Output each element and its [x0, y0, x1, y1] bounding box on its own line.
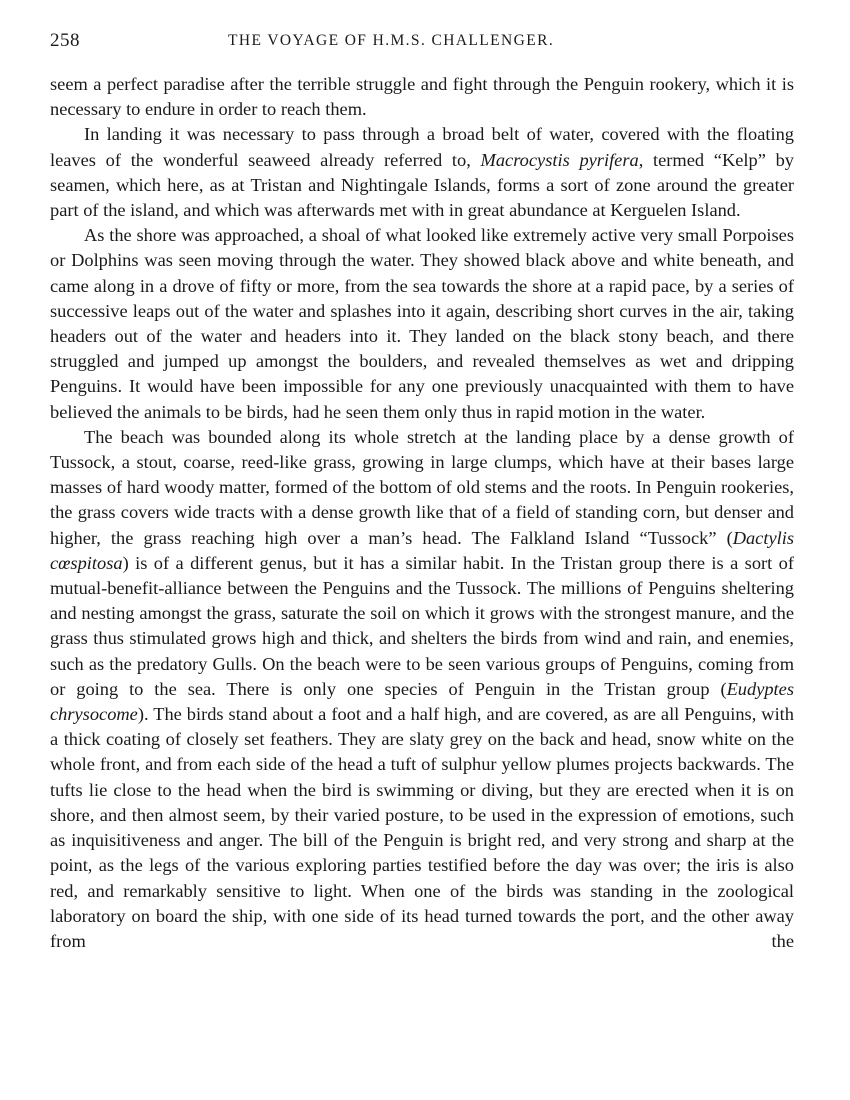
paragraph — [50, 425, 794, 954]
text-run: , termed “Kelp” by seamen, which here, as at Tristan and Nightingale Islands, forms a sort of zone around the greater part of the island, and which was afterwards met with in great abundance at Kerguelen Island. — [50, 149, 794, 221]
text-run: seem a perfect paradise after the terrible struggle and fight through the Penguin rookery, which it is necessary to endure in order to reach them. — [50, 74, 794, 120]
italic-term: Macrocystis pyrifera — [480, 149, 639, 170]
text-run: In landing it was necessary to pass through a broad belt of water, covered with the floating leaves of the wonderful seaweed already referred to, — [50, 124, 794, 170]
text-run: The beach was bounded along its whole stretch at the landing place by a dense growth of Tussock, a stout, coarse, reed-like grass, growing in large clumps, which have at their bases large masses of hard woody matter, formed of the bottom of old stems and the roots. In Penguin rookeries, the grass covers wide tracts with a dense growth like that of a field of standing corn, but denser and higher, the grass reaching high over a man’s head. The Falkland Island “Tussock” ( — [50, 426, 794, 548]
page-number: 258 — [50, 30, 80, 51]
body-text — [50, 72, 794, 954]
text-run: As the shore was approached, a shoal of what looked like extremely active very small Porpoises or Dolphins was seen moving through the water. They showed black above and white beneath, and came along in a drove of fifty or more, from the sea towards the shore at a rapid pace, by a series of successive leaps out of the water and splashes into it again, describing short curves in the air, taking headers out of the water and headers into it. They landed on the black stony beach, and there struggled and jumped up amongst the boulders, and revealed themselves as wet and dripping Penguins. It would have been impossible for any one previously unacquainted with them to have believed the animals to be birds, had he seen them only thus in rapid motion in the water. — [50, 225, 794, 422]
paragraph — [50, 223, 794, 425]
running-head: THE VOYAGE OF H.M.S. CHALLENGER. — [228, 32, 555, 49]
page-header — [50, 30, 800, 60]
paragraph — [50, 122, 794, 223]
italic-term: Eudyptes chrysocome — [50, 678, 794, 725]
paragraph — [50, 72, 794, 122]
text-run: ) is of a different genus, but it has a similar habit. In the Tristan group there is a sort of mutual-benefit-alliance between the Penguins and the Tussock. The millions of Penguins sheltering and nesting amongst the grass, saturate the soil on which it grows with the strongest manure, and the grass thus stimulated grows high and thick, and shelters the birds from wind and rain, and enemies, such as the predatory Gulls. On the beach were to be seen various groups of Penguins, coming from or going to the sea. There is only one species of Penguin in the Tristan group ( — [50, 552, 794, 699]
text-run: ). The birds stand about a foot and a half high, and are covered, as are all Penguins, with a thick coating of closely set feathers. They are slaty grey on the back and head, snow white on the whole front, and from each side of the head a tuft of sulphur yellow plumes projects backwards. The tufts lie close to the head when the bird is swimming or diving, but they are erected when it is on shore, and then almost seem, by their varied posture, to be used in the expression of emotions, such as inquisitiveness and anger. The bill of the Penguin is bright red, and very strong and sharp at the point, as the legs of the various exploring parties testified before the day was over; the iris is also red, and remarkably sensitive to light. When one of the birds was standing in the zoological laboratory on board the ship, with one side of its head turned towards the port, and the other away from the — [50, 704, 794, 951]
italic-term: Dactylis cœspitosa — [50, 527, 794, 573]
